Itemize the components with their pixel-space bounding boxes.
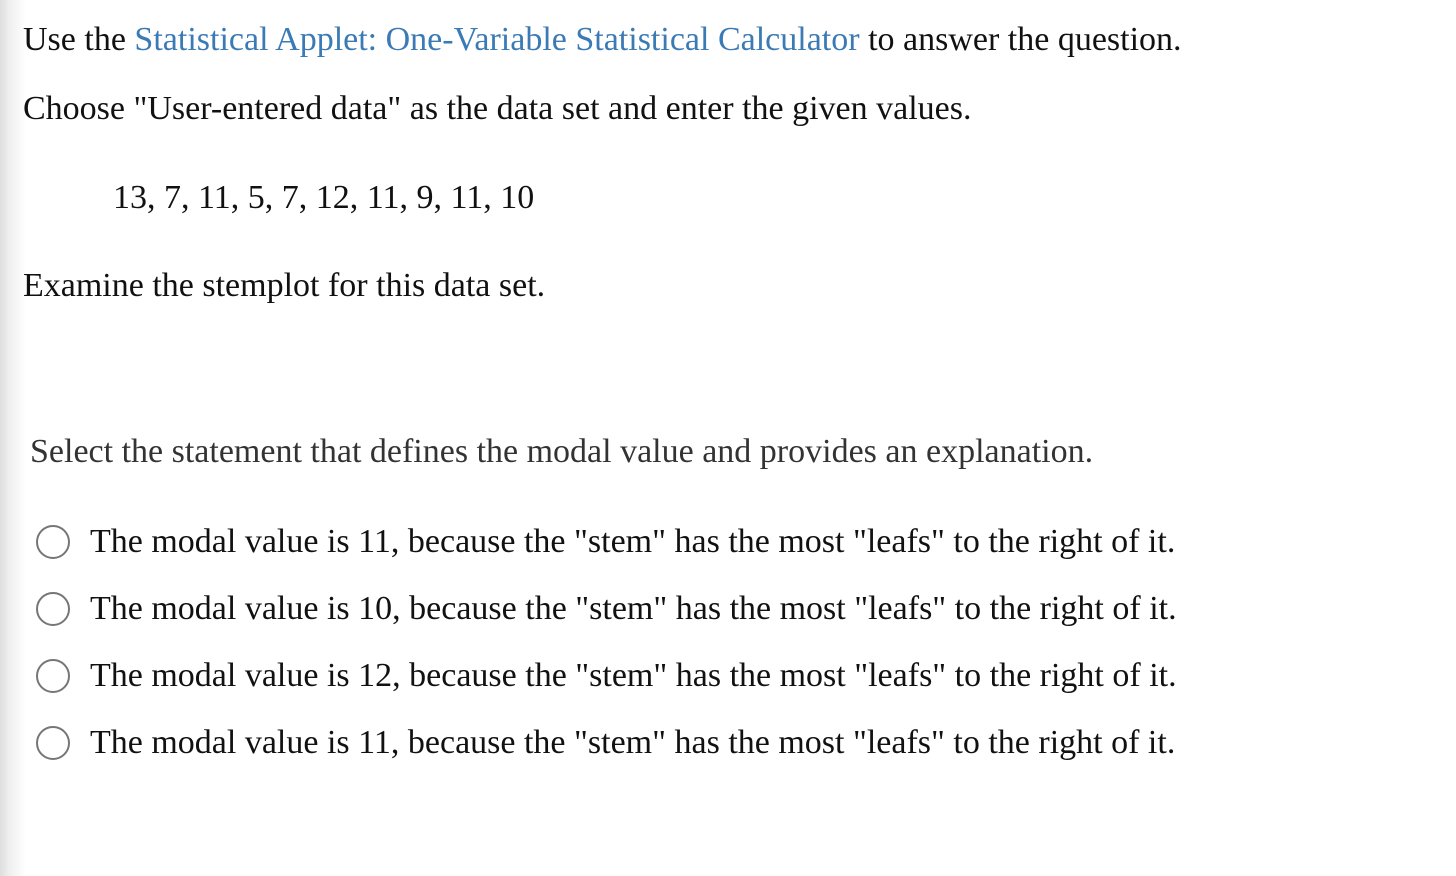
question-prompt: Select the statement that defines the modal value and provides an explanation. bbox=[30, 433, 1094, 470]
answer-option[interactable] bbox=[36, 656, 1177, 696]
instruction-suffix: to answer the question. bbox=[859, 21, 1182, 58]
data-values: 13, 7, 11, 5, 7, 12, 11, 9, 11, 10 bbox=[113, 179, 535, 216]
option-label: The modal value is 11, because the "stem" has the most "leafs" to the right of it. bbox=[90, 724, 1176, 761]
examine-instruction: Examine the stemplot for this data set. bbox=[23, 267, 546, 304]
radio-button[interactable] bbox=[36, 726, 70, 760]
answer-option[interactable] bbox=[36, 589, 1177, 629]
instruction-line bbox=[23, 20, 1182, 60]
applet-link[interactable]: Statistical Applet: One-Variable Statistical Calculator bbox=[134, 21, 860, 58]
data-choice-instruction: Choose "User-entered data" as the data set and enter the given values. bbox=[23, 90, 972, 127]
option-label: The modal value is 11, because the "stem" has the most "leafs" to the right of it. bbox=[90, 523, 1176, 560]
answer-options bbox=[36, 522, 1177, 790]
option-label: The modal value is 10, because the "stem" has the most "leafs" to the right of it. bbox=[90, 590, 1177, 627]
answer-option[interactable] bbox=[36, 522, 1177, 562]
instruction-prefix: Use the bbox=[23, 21, 135, 58]
option-label: The modal value is 12, because the "stem" has the most "leafs" to the right of it. bbox=[90, 657, 1177, 694]
answer-option[interactable] bbox=[36, 723, 1177, 763]
left-edge-shadow bbox=[0, 0, 26, 876]
radio-button[interactable] bbox=[36, 659, 70, 693]
radio-button[interactable] bbox=[36, 525, 70, 559]
radio-button[interactable] bbox=[36, 592, 70, 626]
